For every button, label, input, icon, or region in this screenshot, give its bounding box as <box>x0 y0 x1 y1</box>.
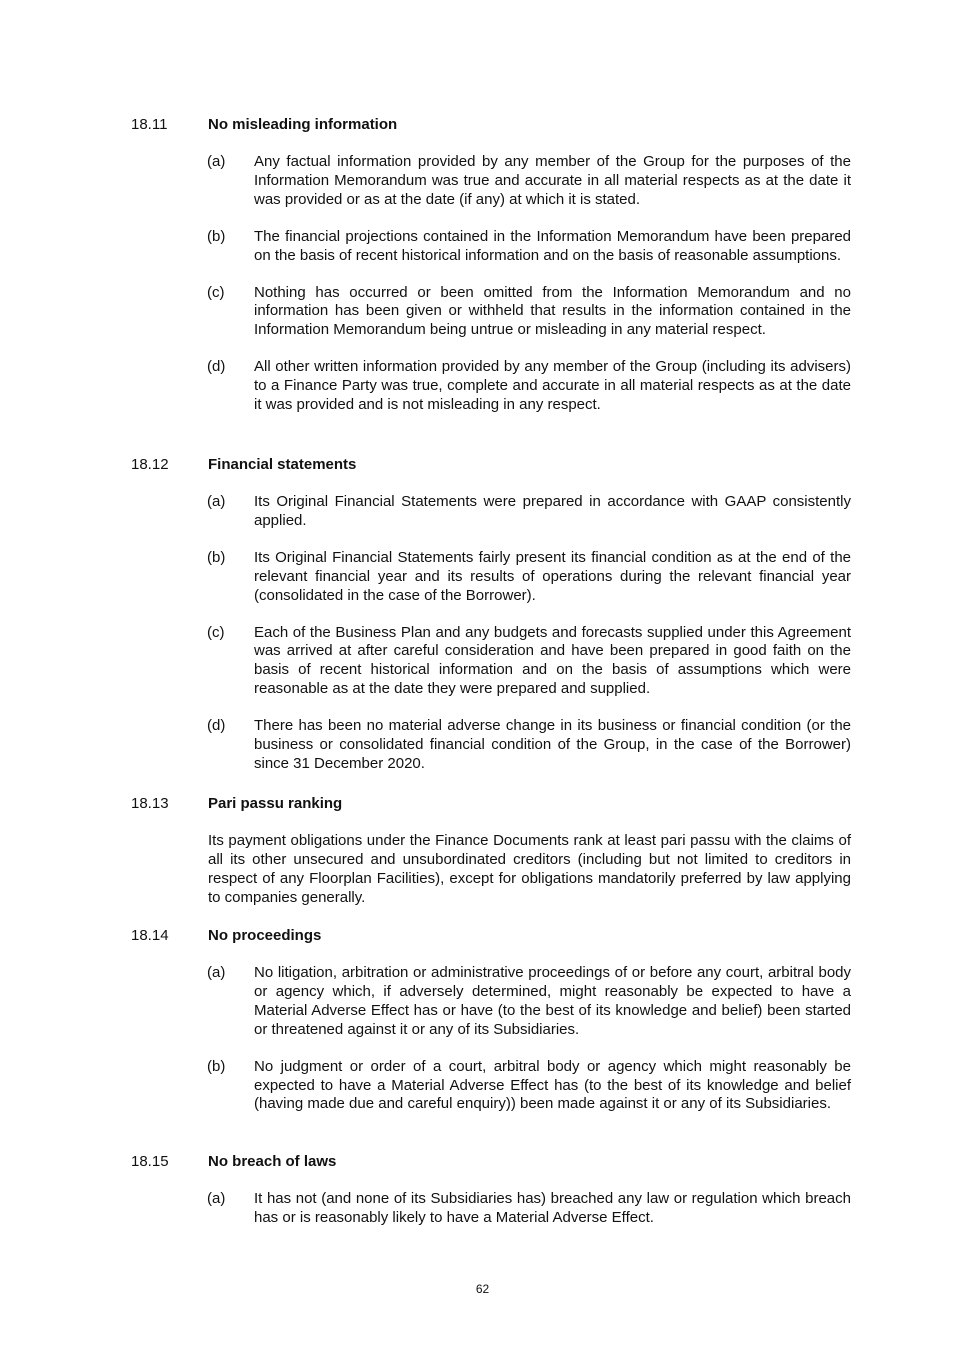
section-18-14 <box>131 926 851 1114</box>
clause-text: Any factual information provided by any member of the Group for the purposes of the Information Memorandum was true and accurate in all material respects as at the date it was provided or as at the date (if any) at which it is stated. <box>254 153 851 208</box>
clause-item <box>131 964 851 1040</box>
clause-text: There has been no material adverse change in its business or financial condition (or the business or consolidated financial condition of the Group, in the case of the Borrower) since 31 December 2020. <box>254 717 851 772</box>
clause-item <box>131 153 851 210</box>
clause-item <box>131 717 851 774</box>
clause-item <box>131 228 851 266</box>
clause-text: All other written information provided by any member of the Group (including its advisers) to a Finance Party was true, complete and accurate in all material respects as at the date it was provided and is not misleading in any respect. <box>254 358 851 414</box>
section-number: 18.15 <box>131 1153 169 1170</box>
section-title: No misleading information <box>208 116 398 133</box>
section-number: 18.14 <box>131 927 169 944</box>
clause-label: (b) <box>207 548 226 566</box>
section-18-12 <box>131 455 851 774</box>
section-number: 18.11 <box>131 116 168 133</box>
clause-item <box>131 1058 851 1115</box>
section-heading <box>131 794 851 814</box>
clause-label: (a) <box>207 153 226 170</box>
clause-item <box>131 1190 851 1228</box>
section-18-11 <box>131 115 851 415</box>
section-heading <box>131 1152 851 1172</box>
clause-label: (a) <box>207 493 226 510</box>
section-title: No proceedings <box>208 927 322 944</box>
clause-text: The financial projections contained in the Information Memorandum have been prepared on the basis of recent historical information and on the basis of reasonable assumptions. <box>254 227 851 264</box>
clause-text: No litigation, arbitration or administrative proceedings of or before any court, arbitral body or agency which, if adversely determined, might reasonably be expected to have a Material Adverse Effect has or have (to the best of its knowledge and belief) been started or threatened against it or any of its Subsidiaries. <box>254 964 851 1038</box>
section-heading <box>131 455 851 475</box>
clause-item <box>131 624 851 700</box>
section-number: 18.13 <box>131 795 169 812</box>
clause-label: (c) <box>207 283 225 301</box>
clause-text: Each of the Business Plan and any budgets and forecasts supplied under this Agreement was arrived at after careful consideration and have been prepared in good faith on the basis of recent historical information and on the basis of assumptions which were reasonable as at the date they were prepared and supplied. <box>254 623 851 698</box>
section-title: Financial statements <box>208 456 357 473</box>
section-18-15 <box>131 1152 851 1228</box>
section-heading <box>131 926 851 946</box>
page-number: 62 <box>475 1282 490 1296</box>
clause-label: (b) <box>207 227 226 245</box>
clause-label: (d) <box>207 358 226 376</box>
section-number: 18.12 <box>131 456 169 473</box>
section-title: No breach of laws <box>208 1153 337 1170</box>
section-heading <box>131 115 851 135</box>
clause-label: (b) <box>207 1057 226 1075</box>
clause-text: Its Original Financial Statements were prepared in accordance with GAAP consistently applied. <box>254 493 851 529</box>
clause-label: (a) <box>207 964 226 981</box>
clause-label: (c) <box>207 623 225 641</box>
clause-item <box>131 493 851 531</box>
clause-text: It has not (and none of its Subsidiaries has) breached any law or regulation which breach has or is reasonably likely to have a Material Adverse Effect. <box>254 1190 851 1226</box>
section-18-13 <box>131 794 851 908</box>
clause-text: Nothing has occurred or been omitted from the Information Memorandum and no information has been given or withheld that results in the information contained in the Information Memorandum being untrue or misleading in any material respect. <box>254 283 851 339</box>
clause-item <box>131 549 851 606</box>
clause-item <box>131 358 851 415</box>
clause-label: (a) <box>207 1190 226 1207</box>
clause-label: (d) <box>207 717 226 735</box>
section-title: Pari passu ranking <box>208 795 343 812</box>
clause-item <box>131 284 851 341</box>
clause-text: No judgment or order of a court, arbitral body or agency which might reasonably be expected to have a Material Adverse Effect has (to the best of its knowledge and belief (having made due and careful enquiry)) been made against it or any of its Subsidiaries. <box>254 1057 851 1113</box>
section-paragraph: Its payment obligations under the Finance Documents rank at least pari passu with the claims of all its other unsecured and unsubordinated creditors (including but not limited to creditors in respect of any Floorplan Facilities), except for obligations mandatorily preferred by law applying to companies generally. <box>208 832 851 906</box>
clause-text: Its Original Financial Statements fairly present its financial condition as at the end of the relevant financial year and its results of operations during the relevant financial year (consolidated in the case of the Borrower). <box>254 548 851 604</box>
